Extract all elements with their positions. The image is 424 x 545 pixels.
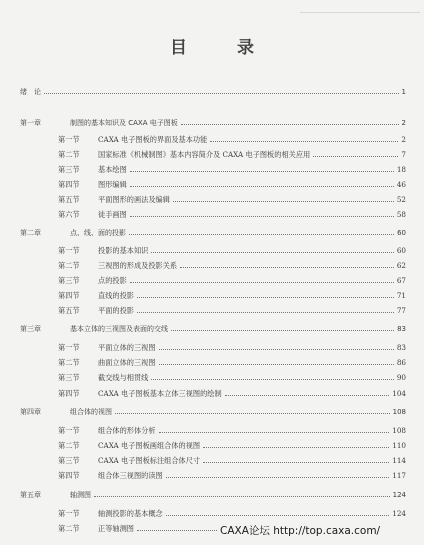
toc-leader-dots [130,281,394,283]
toc-entry-title: 组合体的形体分析 [98,426,156,435]
toc-entry-title: 截交线与相贯线 [98,373,149,382]
toc-section-row[interactable] [0,179,424,191]
toc-page-number: 18 [396,165,406,174]
toc-entry-title: 点的投影 [98,276,127,285]
toc-entry-title: CAXA 电子图板标注组合体尺寸 [98,456,201,465]
toc-page-number: 52 [396,195,406,204]
toc-entry-title: 国家标准《机械制图》基本内容简介及 CAXA 电子图板的相关应用 [98,150,311,159]
toc-page-number: 62 [396,261,406,270]
toc-page-number: 114 [392,456,406,465]
toc-chapter-row[interactable] [0,86,424,98]
toc-section-row[interactable] [0,470,424,482]
toc-section-row[interactable] [0,275,424,287]
toc-page-number: 2 [401,119,406,127]
toc-section-row[interactable] [0,305,424,317]
toc-entry-title: 轴测图 [70,491,91,499]
toc-leader-dots [94,495,390,497]
toc-entry-label: 第二章 [20,229,41,237]
toc-section-row[interactable] [0,425,424,437]
toc-entry-title: 直线的投影 [98,291,134,300]
toc-section-row[interactable] [0,455,424,467]
toc-leader-dots [151,251,394,253]
toc-entry-label: 第三章 [20,325,41,333]
toc-leader-dots [159,348,394,350]
toc-leader-dots [129,233,394,235]
toc-entry-title: 制图的基本知识及 CAXA 电子图板 [70,119,178,127]
toc-leader-dots [137,296,394,298]
toc-section-row[interactable] [0,164,424,176]
toc-entry-title: 基本绘图 [98,165,127,174]
toc-leader-dots [137,311,394,313]
toc-section-row[interactable] [0,149,424,161]
toc-section-row[interactable] [0,245,424,257]
toc-leader-dots [166,476,390,478]
toc-section-row[interactable] [0,290,424,302]
toc-page-number: 46 [396,180,406,189]
toc-page-number: 2 [401,135,406,144]
toc-entry-label: 第六节 [58,210,80,219]
toc-leader-dots [115,412,390,414]
toc-entry-title: 平面图形的画法及编辑 [98,195,170,204]
toc-entry-label: 第二节 [58,358,80,367]
toc-entry-title: 曲面立体的三视图 [98,358,156,367]
toc-entry-title: CAXA 电子图板的界面及基本功能 [98,135,208,144]
toc-entry-label: 第二节 [58,524,80,533]
toc-page-number: 67 [396,276,406,285]
toc-page-number: 1 [401,88,406,96]
toc-section-row[interactable] [0,209,424,221]
toc-entry-title: CAXA 电子图板画组合体的视图 [98,441,201,450]
toc-page-number: 104 [392,389,406,398]
forum-watermark: CAXA论坛 http://top.caxa.com/ [220,525,381,537]
toc-leader-dots [159,363,394,365]
toc-leader-dots [181,123,399,125]
toc-entry-title: 组合体的视图 [70,408,112,416]
toc-page-number: 71 [396,291,406,300]
toc-entry-label: 第一节 [58,509,80,518]
toc-entry-label: 第四节 [58,471,80,480]
toc-page-number: 60 [396,246,406,255]
toc-entry-label: 第四节 [58,389,80,398]
toc-leader-dots [166,514,390,516]
toc-page-number: 60 [397,229,406,237]
toc-leader-dots [225,394,390,396]
toc-section-row[interactable] [0,260,424,272]
toc-entry-title: 三视图的形成及投影关系 [98,261,178,270]
toc-entry-label: 第四节 [58,291,80,300]
toc-entry-label: 第二节 [58,261,80,270]
toc-entry-title: 投影的基本知识 [98,246,149,255]
toc-page-number: 108 [392,426,406,435]
toc-entry-label: 第一章 [20,119,41,127]
toc-leader-dots [44,92,399,94]
toc-section-row[interactable] [0,357,424,369]
toc-section-row[interactable] [0,372,424,384]
toc-leader-dots [203,461,389,463]
toc-leader-dots [180,266,394,268]
toc-entry-title: 平面立体的三视图 [98,343,156,352]
toc-entry-label: 第三节 [58,165,80,174]
toc-page-number: 83 [397,325,406,333]
toc-page-number: 86 [396,358,406,367]
toc-entry-label: 第三节 [58,456,80,465]
toc-page-number: 7 [401,150,406,159]
toc-entry-label: 第三节 [58,276,80,285]
toc-chapter-row[interactable] [0,117,424,129]
toc-section-row[interactable] [0,134,424,146]
toc-entry-label: 第五章 [20,491,41,499]
toc-entry-label: 第三节 [58,373,80,382]
toc-entry-title: 组合体三视图的读图 [98,471,163,480]
toc-section-row[interactable] [0,508,424,520]
toc-entry-title: 徒手画图 [98,210,127,219]
header-rule [300,12,420,13]
toc-entry-label: 第五节 [58,195,80,204]
toc-page-number: 108 [392,408,406,416]
toc-page-number: 124 [392,509,406,518]
toc-entry-label: 第五节 [58,306,80,315]
toc-leader-dots [130,170,394,172]
toc-page-number: 77 [396,306,406,315]
toc-entry-label: 第一节 [58,343,80,352]
toc-page-number: 83 [396,343,406,352]
toc-leader-dots [151,378,394,380]
toc-entry-label: 第四章 [20,408,41,416]
toc-entry-label: 第一节 [58,246,80,255]
toc-chapter-row[interactable] [0,323,424,335]
toc-section-row[interactable] [0,194,424,206]
toc-page-number: 58 [396,210,406,219]
toc-page-number: 117 [392,471,406,480]
toc-section-row[interactable] [0,388,424,400]
toc-entry-label: 第四节 [58,180,80,189]
toc-leader-dots [210,140,398,142]
toc-leader-dots [159,431,390,433]
toc-entry-title: 基本立体的三视图及表面的交线 [70,325,168,333]
toc-chapter-row[interactable] [0,489,424,501]
toc-leader-dots [130,215,394,217]
toc-leader-dots [171,329,394,331]
toc-chapter-row[interactable] [0,406,424,418]
toc-leader-dots [130,185,394,187]
toc-entry-title: CAXA 电子图板基本立体三视图的绘制 [98,389,222,398]
toc-entry-title: 轴测投影的基本概念 [98,509,163,518]
toc-section-row[interactable] [0,342,424,354]
toc-entry-title: 点、线、面的投影 [70,229,126,237]
toc-leader-dots [313,155,398,157]
toc-page-number: 90 [396,373,406,382]
toc-entry-title: 图形编辑 [98,180,127,189]
toc-entry-title: 正等轴测图 [98,524,134,533]
toc-entry-label: 第二节 [58,441,80,450]
toc-leader-dots [203,446,389,448]
toc-entry-title: 平面的投影 [98,306,134,315]
toc-entry-label: 第一节 [58,426,80,435]
toc-entry-label: 绪 论 [20,88,41,96]
toc-leader-dots [173,200,394,202]
toc-page-number: 124 [392,491,406,499]
toc-page-number: 110 [392,441,406,450]
toc-chapter-row[interactable] [0,227,424,239]
toc-entry-label: 第二节 [58,150,80,159]
toc-entry-label: 第一节 [58,135,80,144]
toc-section-row[interactable] [0,440,424,452]
page-title: 目 录 [170,38,276,58]
